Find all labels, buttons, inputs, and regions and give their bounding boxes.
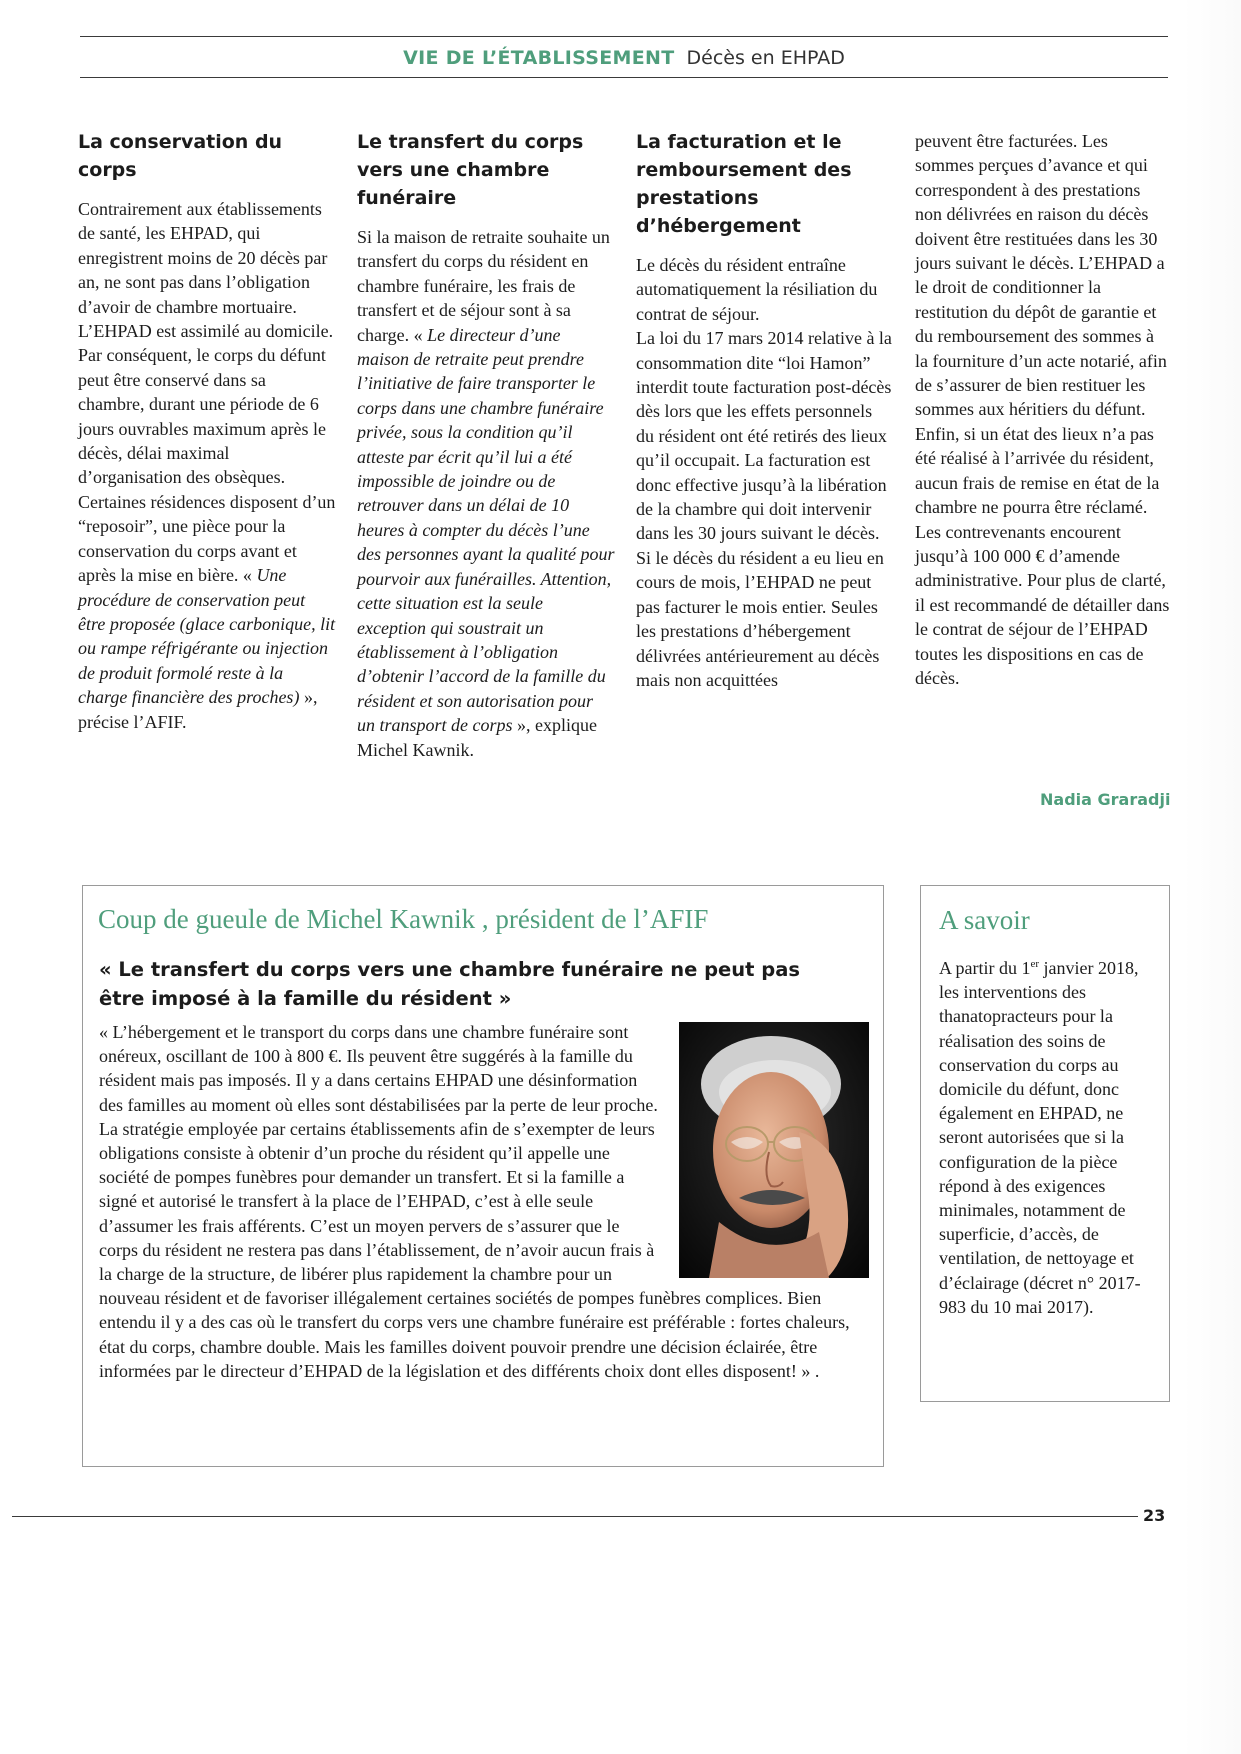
column-body [357, 225, 615, 762]
column-body: Le décès du résident entraîne automatiquement la résiliation du contrat de séjour. La loi du 17 mars 2014 relative à la consommation dite “loi Hamon” interdit toute facturation post-décès dès lors que les effets personnels du résident ont été retirés des lieux qu’il occupait. La facturation est donc effective jusqu’à la libération de la chambre qui doit intervenir dans les 30 jours suivant le décès. Si le décès du résident a eu lieu en cours de mois, l’EHPAD ne peut pas facturer le mois entier. Seules les prestations d’hébergement délivrées antérieurement au décès mais non acquittées [636, 255, 892, 690]
a-savoir-text-start: A partir du 1 [939, 958, 1031, 978]
body-text: Si la maison de retraite souhaite un transfert du corps du résident en chambre funéraire, les frais de transfert et de séjour sont à sa charge. « [357, 227, 610, 345]
column-continuation [915, 129, 1170, 690]
column-title: La conservation du corps [78, 131, 283, 181]
column-body [78, 197, 336, 734]
body-quote: Le directeur d’une maison de retraite peut prendre l’initiative de faire transporter le corps dans une chambre funéraire privée, sous la condition qu’il atteste par écrit qu’il lui a été impossible de joindre ou de retrouver dans un délai de 10 heures à compter du décès l’une des personnes ayant la qualité pour pourvoir aux funérailles. Attention, cette situation est la seule exception qui soustrait un établissement à l’obligation d’obtenir l’accord de la famille du résident et son autorisation pour un transport de corps [357, 324, 615, 736]
scan-margin [1183, 0, 1241, 1754]
header-rubric: VIE DE L’ÉTABLISSEMENT [403, 47, 675, 69]
column-title: La facturation et le remboursement des prestations d’hébergement [636, 131, 852, 237]
coup-de-gueule-title: Coup de gueule de Michel Kawnik , président de l’AFIF [98, 904, 709, 934]
a-savoir-text [939, 952, 1149, 1319]
header-topic: Décès en EHPAD [686, 47, 845, 69]
column-body: peuvent être facturées. Les sommes perçues d’avance et qui correspondent à des prestations non délivrées en raison du décès doivent être restituées dans les 30 jours suivant le décès. L’EHPAD a le droit de conditionner la restitution du dépôt de garantie et du remboursement des sommes à la fourniture d’un acte notarié, afin de s’assurer de bien restituer les sommes aux héritiers du défunt. Enfin, si un état des lieux n’a pas été réalisé à l’arrivée du résident, aucun frais de remise en état de la chambre ne pourra être réclamé. Les contrevenants encourent jusqu’à 100 000 € d’amende administrative. Pour plus de clarté, il est recommandé de détailler dans le contrat de séjour de l’EHPAD toutes les dispositions en cas de décès. [915, 131, 1170, 688]
column-facturation [636, 128, 894, 692]
author-signature: Nadia Graradji [1040, 790, 1171, 809]
ordinal-superscript: er [1030, 958, 1040, 970]
body-text: Contrairement aux établissements de santé, les EHPAD, qui enregistrent moins de 20 décès par an, ne sont pas dans l’obligation d’avoir de chambre mortuaire. L’EHPAD est assimilé au domicile. Par conséquent, le corps du défunt peut être conservé dans sa chambre, durant une période de 6 jours ouvrables maximum après le décès, délai maximal d’organisation des obsèques. Certaines résidences disposent d’un “reposoir”, une pièce pour la conservation du corps avant et après la mise en bière. « [78, 199, 336, 586]
body-attribution: », explique Michel Kawnik. [357, 715, 597, 760]
column-title: Le transfert du corps vers une chambre funéraire [357, 131, 584, 209]
page-number: 23 [1143, 1506, 1166, 1525]
coup-de-gueule-quote [99, 1020, 869, 1383]
page-header [80, 40, 1168, 76]
column-conservation [78, 128, 336, 734]
a-savoir-title: A savoir [939, 905, 1030, 935]
header-top-rule [80, 36, 1168, 37]
header-bottom-rule [80, 77, 1168, 78]
body-quote: Une procédure de conservation peut être proposée (glace carbonique, lit ou rampe réfrigérante ou injection de produit formolé reste à la charge financière des proches) [78, 565, 336, 708]
column-transfert [357, 128, 615, 762]
portrait-photo [679, 1022, 869, 1278]
quote-text: « L’hébergement et le transport du corps dans une chambre funéraire sont onéreux, oscillant de 100 à 800 €. Ils peuvent être suggérés à la famille du résident mais pas imposés. Il y a dans certains EHPAD une désinformation des familles au moment où elles sont déstabilisées par la perte de leur proche. La stratégie employée par certains établissements afin de s’exempter de leurs obligations consiste à obtenir d’un proche du résident qu’il appelle une société de pompes funèbres pour demander un transfert. Et si la famille a signé et autorisé le transfert à la place de l’EHPAD, c’est à elle seule d’assumer les frais afférents. C’est un moyen pervers de s’assurer que le corps du résident ne restera pas dans l’établissement, de n’avoir aucun frais à la charge de la structure, de libérer plus rapidement la chambre pour un nouveau résident et de favoriser illégalement certaines sociétés de pompes funèbres complices. Bien entendu il y a des cas où le transfert du corps vers une chambre funéraire est préférable : fortes chaleurs, état du corps, chambre double. Mais les familles doivent pouvoir prendre une décision éclairée, être informées par le directeur d’EHPAD de la législation et des différents choix dont elles disposent! » . [99, 1022, 850, 1381]
footer-rule [12, 1516, 1138, 1517]
body-attribution: », précise l’AFIF. [78, 687, 318, 732]
a-savoir-text-end: janvier 2018, les interventions des thanatopracteurs pour la réalisation des soins de conservation du corps au domicile du défunt, donc également en EHPAD, ne seront autorisées que si la configuration de la pièce répond à des exigences minimales, notamment de superficie, d’accès, de ventilation, de nettoyage et d’éclairage (décret n° 2017-983 du 10 mai 2017). [939, 958, 1141, 1317]
coup-de-gueule-subtitle: « Le transfert du corps vers une chambre funéraire ne peut pas être imposé à la famille du résident » [99, 958, 801, 1010]
